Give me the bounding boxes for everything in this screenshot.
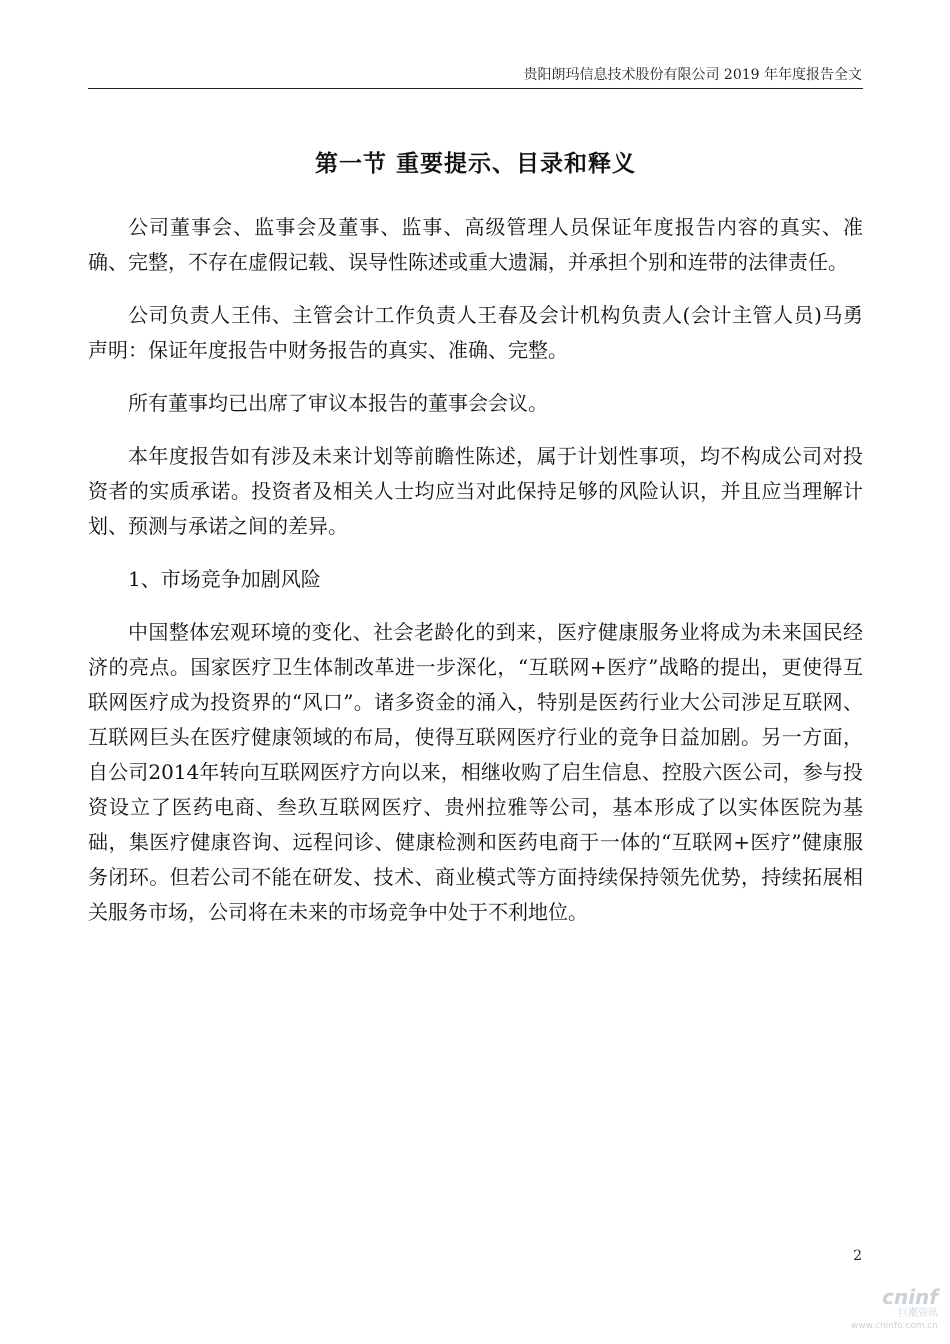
paragraph-responsible-persons: 公司负责人王伟、主管会计工作负责人王春及会计机构负责人(会计主管人员)马勇声明：保证年度报告中财务报告的真实、准确、完整。: [88, 303, 863, 362]
subheading-market-risk: 1、市场竞争加剧风险: [128, 567, 321, 591]
section-title: 第一节 重要提示、目录和释义: [314, 150, 636, 177]
watermark-brand: cninf: [882, 1285, 938, 1309]
running-header: 贵阳朗玛信息技术股份有限公司 2019 年年度报告全文: [523, 67, 862, 83]
cninfo-watermark-logo: [843, 1287, 938, 1332]
watermark-url: www.cninfo.com.cn: [850, 1321, 938, 1331]
header-divider: [88, 88, 863, 89]
paragraph-directors-attendance: 所有董事均已出席了审议本报告的董事会会议。: [128, 391, 548, 415]
paragraph-forward-looking: 本年度报告如有涉及未来计划等前瞻性陈述，属于计划性事项，均不构成公司对投资者的实质承诺。投资者及相关人士均应当对此保持足够的风险认识，并且应当理解计划、预测与承诺之间的差异。: [88, 444, 863, 538]
watermark-subtitle: 巨潮资讯: [898, 1308, 938, 1319]
page-number: 2: [853, 1248, 862, 1264]
paragraph-market-risk: 中国整体宏观环境的变化、社会老龄化的到来，医疗健康服务业将成为未来国民经济的亮点。国家医疗卫生体制改革进一步深化，“互联网+医疗”战略的提出，更使得互联网医疗成为投资界的“风口”。诸多资金的涌入，特别是医药行业大公司涉足互联网、互联网巨头在医疗健康领域的布局，使得互联网医疗行业的竞争日益加剧。另一方面，自公司2014年转向互联网医疗方向以来，相继收购了启生信息、控股六医公司，参与投资设立了医药电商、叁玖互联网医疗、贵州拉雅等公司，基本形成了以实体医院为基础，集医疗健康咨询、远程问诊、健康检测和医药电商于一体的“互联网+医疗”健康服务闭环。但若公司不能在研发、技术、商业模式等方面持续保持领先优势，持续拓展相关服务市场，公司将在未来的市场竞争中处于不利地位。: [88, 620, 863, 924]
paragraph-board-guarantee: 公司董事会、监事会及董事、监事、高级管理人员保证年度报告内容的真实、准确、完整，不存在虚假记载、误导性陈述或重大遗漏，并承担个别和连带的法律责任。: [88, 215, 863, 274]
body-content: [88, 210, 863, 948]
